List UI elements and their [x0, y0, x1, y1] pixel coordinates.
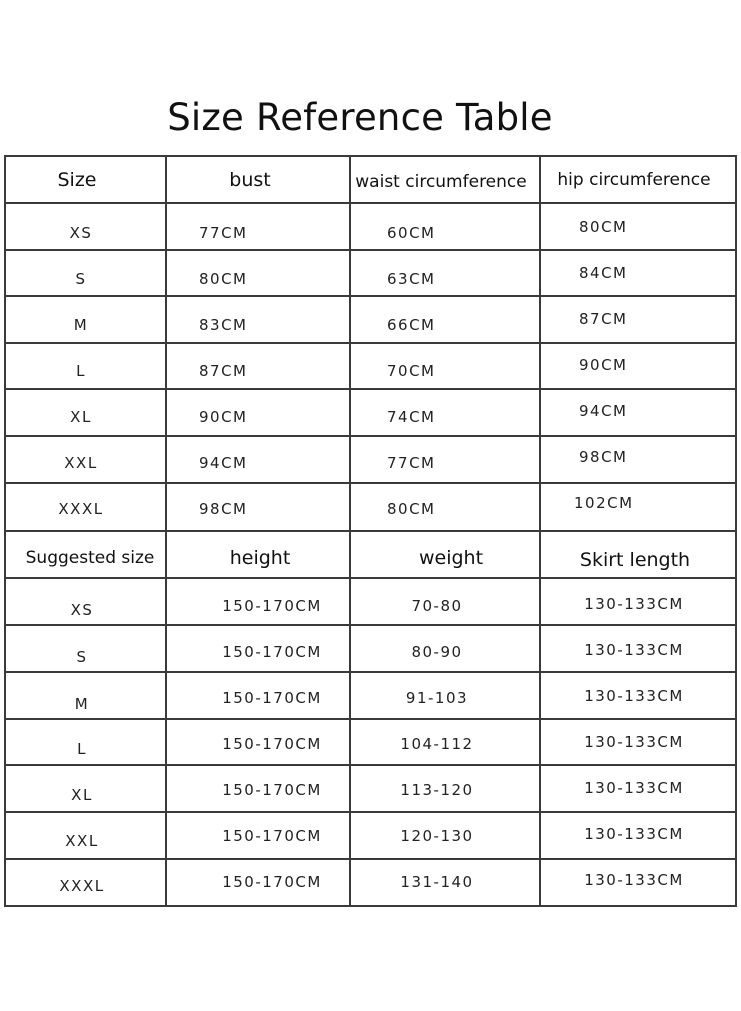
cell-hip: 84CM: [579, 263, 628, 282]
header-height: height: [229, 546, 291, 569]
cell-skirt: 130-133CM: [584, 870, 684, 889]
cell-skirt: 130-133CM: [584, 594, 684, 613]
cell-height: 150-170CM: [222, 642, 322, 661]
header-suggested-size: Suggested size: [25, 547, 155, 568]
cell-size: XXL: [64, 453, 98, 472]
table-border: [735, 155, 737, 907]
cell-waist: 77CM: [387, 453, 436, 472]
cell-size: S: [76, 647, 88, 666]
header-size: Size: [57, 168, 97, 191]
cell-weight: 104-112: [400, 734, 474, 753]
cell-bust: 80CM: [199, 269, 248, 288]
cell-skirt: 130-133CM: [584, 732, 684, 751]
cell-waist: 70CM: [387, 361, 436, 380]
cell-hip: 80CM: [579, 217, 628, 236]
cell-size: S: [75, 269, 87, 288]
cell-waist: 60CM: [387, 223, 436, 242]
cell-weight: 80-90: [411, 642, 463, 661]
cell-bust: 77CM: [199, 223, 248, 242]
cell-height: 150-170CM: [222, 734, 322, 753]
cell-bust: 94CM: [199, 453, 248, 472]
cell-size: XXL: [65, 831, 99, 850]
cell-size: XXXL: [58, 499, 104, 518]
cell-skirt: 130-133CM: [584, 778, 684, 797]
cell-weight: 131-140: [400, 872, 474, 891]
header-bust: bust: [229, 168, 271, 191]
size-table: [4, 155, 737, 907]
cell-weight: 70-80: [411, 596, 463, 615]
cell-waist: 74CM: [387, 407, 436, 426]
cell-size: XXXL: [59, 876, 105, 895]
cell-size: XL: [70, 407, 92, 426]
cell-waist: 63CM: [387, 269, 436, 288]
cell-size: XL: [71, 785, 93, 804]
cell-bust: 87CM: [199, 361, 248, 380]
cell-size: XS: [70, 600, 94, 619]
cell-weight: 113-120: [400, 780, 474, 799]
header-hip: hip circumference: [557, 169, 711, 190]
cell-size: M: [73, 315, 89, 334]
cell-height: 150-170CM: [222, 688, 322, 707]
cell-hip: 102CM: [574, 493, 634, 512]
header-skirt-length: Skirt length: [579, 548, 691, 571]
cell-height: 150-170CM: [222, 780, 322, 799]
cell-skirt: 130-133CM: [584, 824, 684, 843]
cell-hip: 98CM: [579, 447, 628, 466]
cell-skirt: 130-133CM: [584, 686, 684, 705]
cell-skirt: 130-133CM: [584, 640, 684, 659]
cell-bust: 83CM: [199, 315, 248, 334]
cell-hip: 87CM: [579, 309, 628, 328]
cell-weight: 91-103: [405, 688, 469, 707]
cell-hip: 90CM: [579, 355, 628, 374]
cell-size: M: [74, 694, 90, 713]
header-waist: waist circumference: [355, 171, 527, 192]
cell-height: 150-170CM: [222, 872, 322, 891]
cell-weight: 120-130: [400, 826, 474, 845]
cell-size: L: [77, 739, 87, 758]
header-weight: weight: [418, 546, 484, 569]
cell-hip: 94CM: [579, 401, 628, 420]
cell-bust: 90CM: [199, 407, 248, 426]
cell-waist: 66CM: [387, 315, 436, 334]
cell-size: XS: [69, 223, 93, 242]
page-title: Size Reference Table: [167, 96, 553, 139]
cell-height: 150-170CM: [222, 826, 322, 845]
cell-bust: 98CM: [199, 499, 248, 518]
cell-size: L: [76, 361, 86, 380]
cell-height: 150-170CM: [222, 596, 322, 615]
cell-waist: 80CM: [387, 499, 436, 518]
